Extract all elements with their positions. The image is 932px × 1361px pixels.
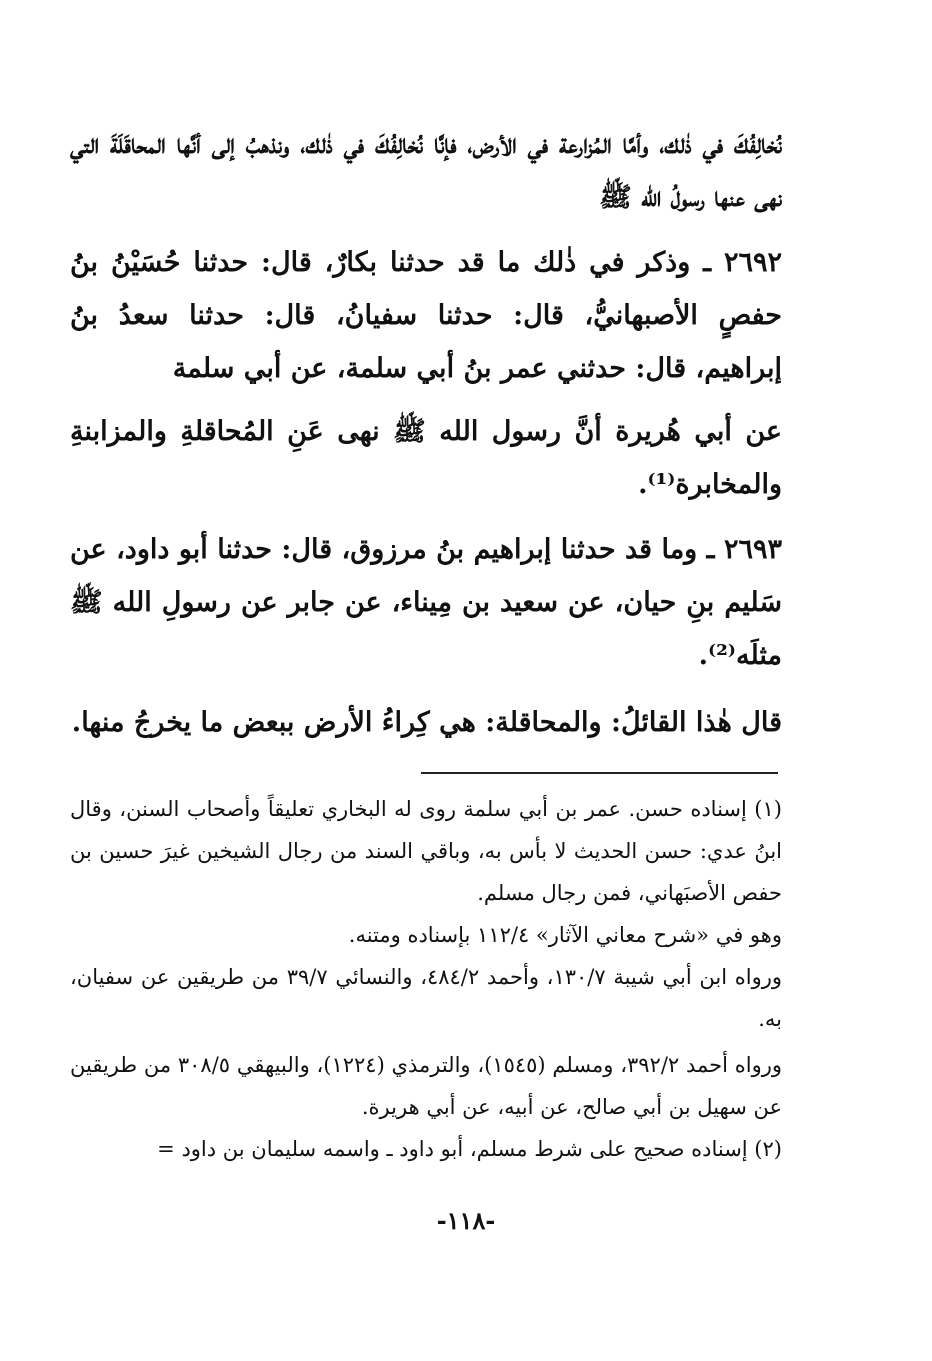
page-number: -١١٨-	[436, 1206, 496, 1235]
footnote-2: (٢) إسناده صحيح على شرط مسلم، أبو داود ـ واسمه سليمان بن داود =	[157, 1137, 782, 1161]
hadith-text: ـ وذكر في ذٰلك ما قد حدثنا بكارٌ، قال: حدثنا حُسَيْنُ بنُ حفصٍ الأصبهانيُّ، قال: حدثنا سفيانُ، قال: حدثنا سعدُ بنُ إبراهيم، قال: حدثني عمر بنُ أبي سلمة، عن أبي سلمة	[70, 247, 782, 384]
hadith-2693	[70, 523, 782, 682]
paragraph-5: قال هٰذا القائلُ: والمحاقلة: هي كِراءُ الأرض ببعض ما يخرجُ منها.	[71, 707, 782, 738]
footnote-1-source: ورواه ابن أبي شيبة ١٣٠/٧، وأحمد ٤٨٤/٢، والنسائي ٣٩/٧ من طريقين عن سفيان، به.	[70, 965, 782, 1031]
hadith-number: ٢٦٩٢	[724, 247, 783, 278]
hadith-text: ـ وما قد حدثنا إبراهيم بنُ مرزوق، قال: حدثنا أبو داود، عن سَليم بنِ حيان، عن سعيد بن مِيناء، عن جابر عن رسولِ الله ﷺ مثلَه⁽²⁾.	[70, 534, 782, 671]
footnote-1-source: وهو في «شرح معاني الآثار» ١١٢/٤ بإسناده ومتنه.	[348, 923, 782, 947]
footnote-1-source: ورواه أحمد ٣٩٢/٢، ومسلم (١٥٤٥)، والترمذي (١٢٢٤)، والبيهقي ٣٠٨/٥ من طريقين عن سهيل بن أبي صالح، عن أبيه، عن أبي هريرة.	[70, 1053, 782, 1119]
footnote-1: (١) إسناده حسن. عمر بن أبي سلمة روى له البخاري تعليقاً وأصحاب السنن، وقال ابنُ عدي: حسن الحديث لا بأس به، وباقي السند من رجال الشيخين غيرَ حسين بن حفص الأصبَهاني، فمن رجال مسلم.	[70, 797, 782, 905]
paragraph-1: نُخالِفُكَ في ذٰلك، وأمَّا المُزارعة في الأرض، فإنَّا نُخالِفُكَ في ذٰلك، ونذهبُ إلى أنَّها المحاقَلَةَ التي نهى عنها رسولُ الله ﷺ	[70, 129, 782, 213]
hadith-number: ٢٦٩٣	[723, 534, 782, 565]
footnote-separator	[421, 772, 778, 774]
main-text	[70, 118, 782, 749]
hadith-2692	[70, 236, 782, 395]
paragraph-3: عن أبي هُريرة أنَّ رسول الله ﷺ نهى عَنِ المُحاقلةِ والمزابنةِ والمخابرة⁽¹⁾.	[70, 416, 782, 500]
footnotes	[70, 788, 782, 1170]
